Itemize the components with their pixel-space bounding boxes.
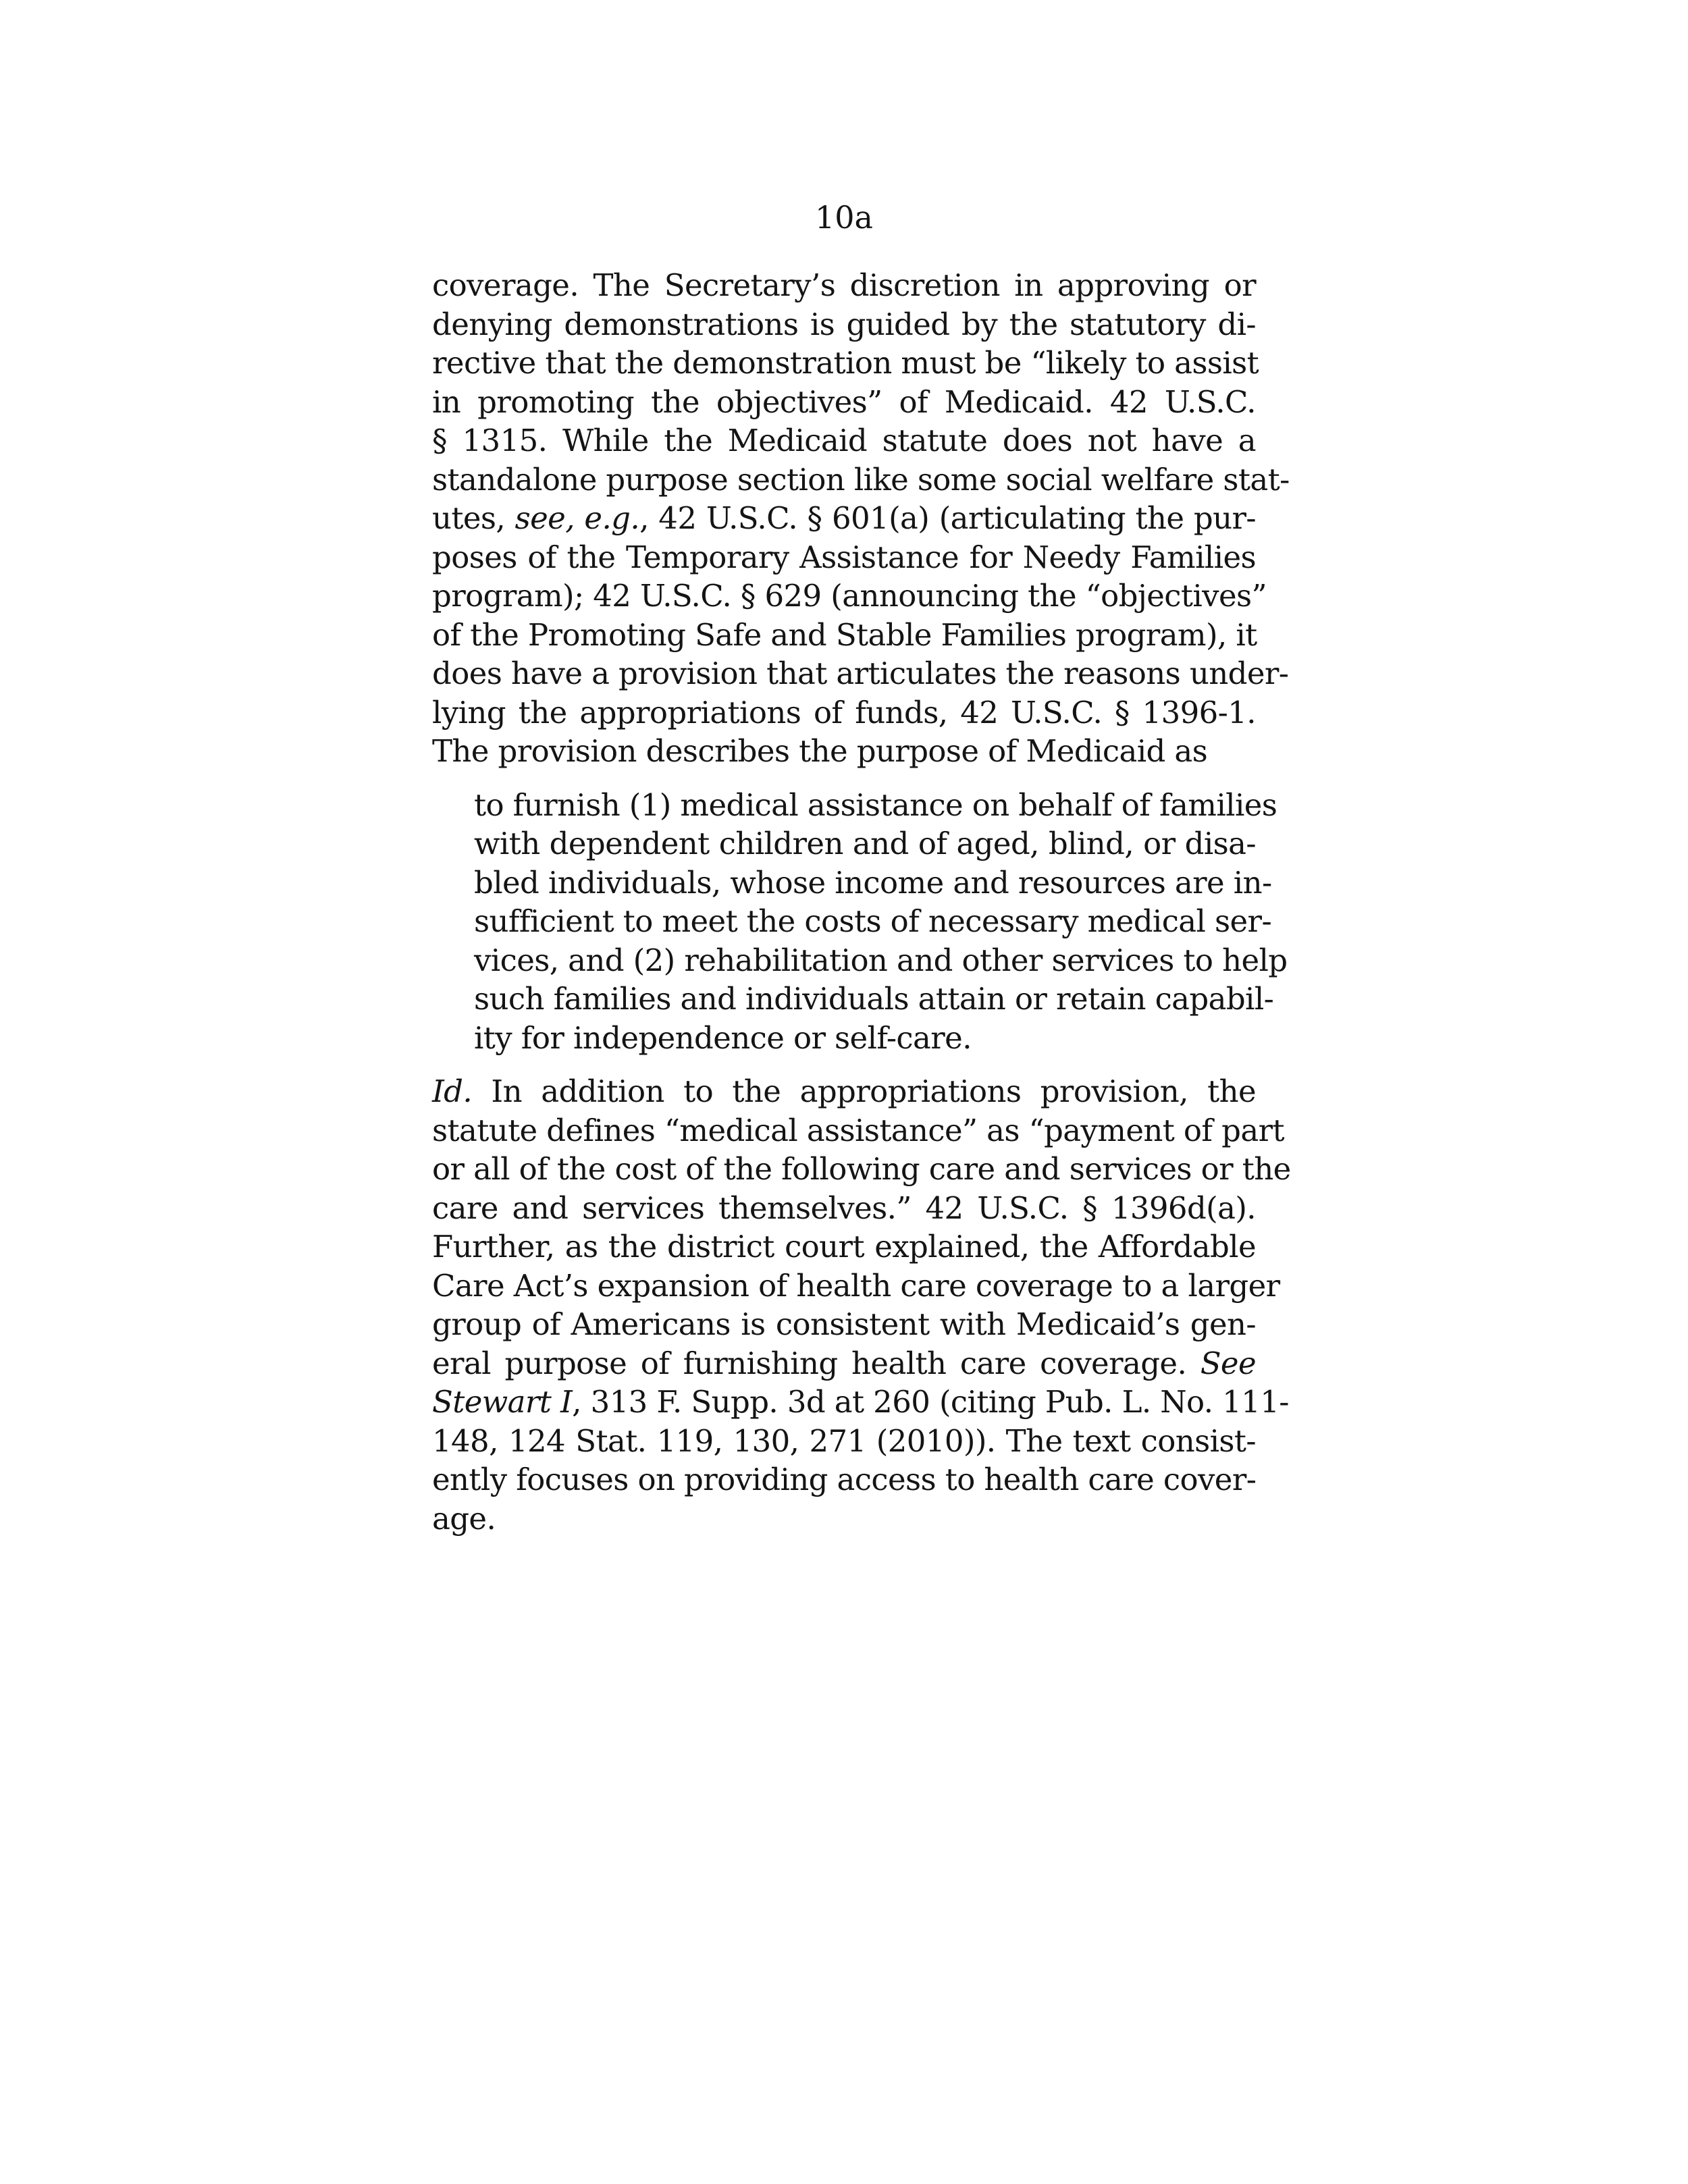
text-line bbox=[432, 1344, 1256, 1383]
text-line: care and services themselves.” 42 U.S.C. § 1396d(a). bbox=[432, 1190, 1256, 1226]
text-line: ently focuses on providing access to health care cover- bbox=[432, 1462, 1257, 1497]
text-line: coverage. The Secretary’s discretion in approving or bbox=[432, 267, 1256, 303]
text-line: of the Promoting Safe and Stable Families program), it bbox=[432, 616, 1257, 653]
quote-line: with dependent children and of aged, blind, or disa- bbox=[474, 826, 1256, 861]
text-line: Care Act’s expansion of health care coverage to a larger bbox=[432, 1267, 1280, 1304]
text-fragment: eral purpose of furnishing health care coverage. bbox=[432, 1345, 1187, 1381]
citation-signal: see, e.g. bbox=[515, 500, 640, 536]
text-line: age. bbox=[432, 1500, 496, 1537]
text-line: rective that the demonstration must be “likely to assist bbox=[432, 345, 1259, 381]
text-line: does have a provision that articulates the reasons under- bbox=[432, 656, 1289, 691]
page-number: 10a bbox=[815, 199, 873, 236]
paragraph-medicaid-objectives bbox=[432, 266, 1290, 771]
quote-line: to furnish (1) medical assistance on behalf of families bbox=[474, 787, 1277, 823]
text-line: denying demonstrations is guided by the statutory di- bbox=[432, 306, 1256, 342]
text-line: 148, 124 Stat. 119, 130, 271 (2010)). The text consist- bbox=[432, 1422, 1256, 1459]
quote-line: vices, and (2) rehabilitation and other services to help bbox=[474, 942, 1288, 978]
text-line bbox=[432, 499, 1256, 538]
text-fragment: , 42 U.S.C. § 601(a) (articulating the pur- bbox=[639, 500, 1257, 536]
block-quote-statute bbox=[474, 786, 1288, 1058]
citation-signal: See bbox=[1200, 1345, 1256, 1381]
text-line: group of Americans is consistent with Medicaid’s gen- bbox=[432, 1306, 1256, 1342]
text-line bbox=[432, 1072, 1256, 1111]
text-line: § 1315. While the Medicaid statute does not have a bbox=[432, 423, 1256, 458]
quote-line: bled individuals, whose income and resources are in- bbox=[474, 864, 1272, 901]
text-line: Further, as the district court explained, the Affordable bbox=[432, 1229, 1256, 1264]
text-line: statute defines “medical assistance” as “payment of part bbox=[432, 1112, 1284, 1148]
text-line: program); 42 U.S.C. § 629 (announcing the “objectives” bbox=[432, 578, 1267, 614]
id-citation: Id. bbox=[432, 1073, 473, 1109]
text-line: standalone purpose section like some social welfare stat- bbox=[432, 461, 1290, 498]
quote-line: sufficient to meet the costs of necessary medical ser- bbox=[474, 903, 1272, 939]
paragraph-medical-assistance bbox=[432, 1072, 1291, 1538]
case-name: Stewart I bbox=[432, 1384, 573, 1420]
text-line: in promoting the objectives” of Medicaid. 42 U.S.C. bbox=[432, 383, 1256, 420]
opinion-text bbox=[432, 266, 1291, 1538]
quote-line: such families and individuals attain or retain capabil- bbox=[474, 981, 1274, 1017]
text-line: The provision describes the purpose of Medicaid as bbox=[432, 733, 1208, 769]
text-line: or all of the cost of the following care and services or the bbox=[432, 1151, 1291, 1187]
text-fragment: In addition to the appropriations provision, the bbox=[472, 1073, 1256, 1109]
text-fragment: utes, bbox=[432, 500, 506, 536]
text-fragment: , 313 F. Supp. 3d at 260 (citing Pub. L. No. 111- bbox=[572, 1384, 1289, 1420]
text-line: poses of the Temporary Assistance for Needy Families bbox=[432, 539, 1256, 575]
text-line: lying the appropriations of funds, 42 U.S.C. § 1396-1. bbox=[432, 694, 1256, 730]
text-line bbox=[432, 1383, 1289, 1422]
quote-line: ity for independence or self-care. bbox=[474, 1019, 972, 1056]
